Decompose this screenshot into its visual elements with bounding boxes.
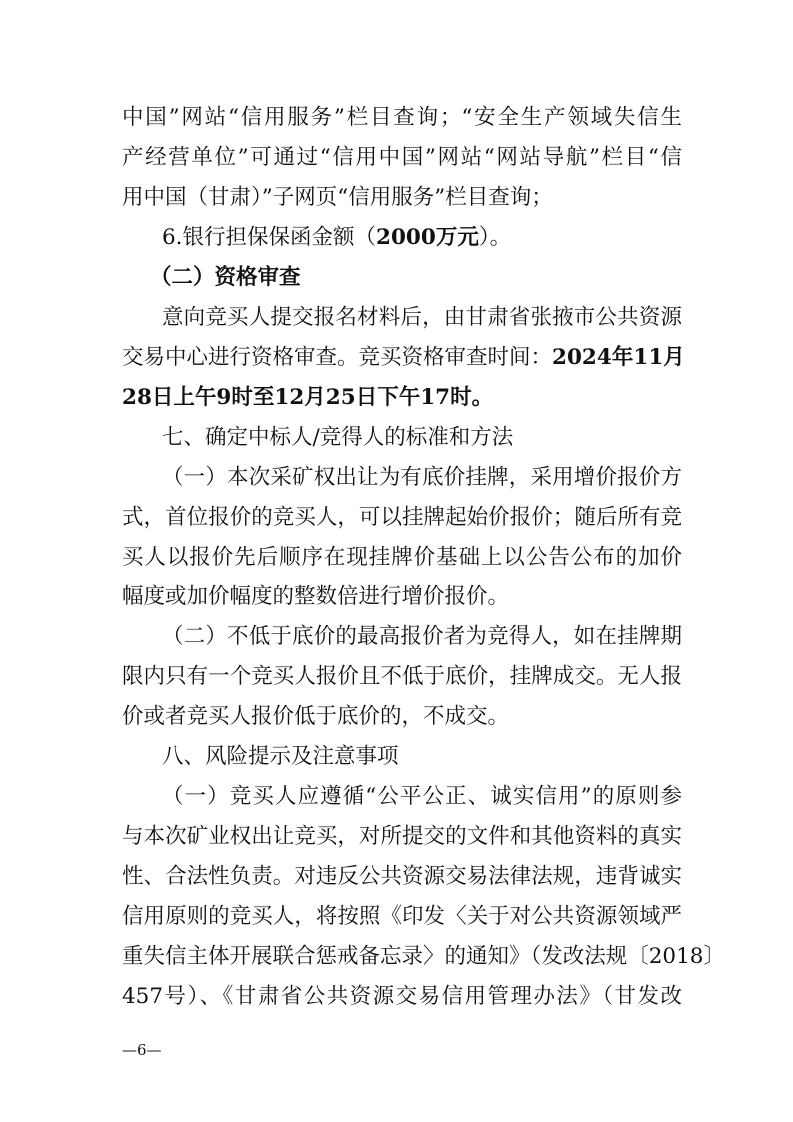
section-heading: 八、风险提示及注意事项 bbox=[162, 744, 399, 769]
paragraph-line: 式，首位报价的竞买人，可以挂牌起始价报价；随后所有竞 bbox=[122, 505, 682, 530]
paragraph-line: 信用原则的竞买人，将按照《印发〈关于对公共资源领域严 bbox=[122, 904, 682, 929]
paragraph-line: 重失信主体开展联合惩戒备忘录〉的通知》（发改法规〔2018〕 bbox=[122, 944, 725, 969]
guarantee-amount-line bbox=[162, 223, 682, 253]
page-number: —6— bbox=[122, 1041, 162, 1059]
paragraph-line: 意向竞买人提交报名材料后，由甘肃省张掖市公共资源 bbox=[162, 305, 682, 330]
bold-date: 2024年11月 bbox=[552, 345, 685, 370]
paragraph-line: 与本次矿业权出让竞买，对所提交的文件和其他资料的真实 bbox=[122, 824, 682, 849]
bold-amount: 2000万元 bbox=[376, 225, 479, 250]
section-heading: （二）资格审查 bbox=[150, 265, 301, 290]
paragraph-line: 限内只有一个竞买人报价且不低于底价，挂牌成交。无人报 bbox=[122, 664, 682, 689]
section-heading: 七、确定中标人/竞得人的标准和方法 bbox=[162, 425, 514, 450]
text-span: 6.银行担保保函金额（ bbox=[162, 225, 377, 250]
paragraph-line: 价或者竞买人报价低于底价的，不成交。 bbox=[122, 704, 510, 729]
text-span: 交易中心进行资格审查。竞买资格审查时间： bbox=[122, 345, 553, 370]
paragraph-line: 性、合法性负责。对违反公共资源交易法律法规，违背诚实 bbox=[122, 864, 682, 889]
paragraph-line: 457号）、《甘肃省公共资源交易信用管理办法》（甘发改 bbox=[122, 984, 682, 1009]
paragraph-line: （二）不低于底价的最高报价者为竞得人，如在挂牌期 bbox=[162, 624, 682, 649]
paragraph-line: 买人以报价先后顺序在现挂牌价基础上以公告公布的加价 bbox=[122, 545, 682, 570]
paragraph-line: 产经营单位”可通过“信用中国”网站“网站导航”栏目“信 bbox=[122, 145, 682, 170]
paragraph-line: 中国”网站“信用服务”栏目查询；“安全生产领域失信生 bbox=[122, 105, 682, 130]
paragraph-line: （一）竞买人应遵循“公平公正、诚实信用”的原则参 bbox=[162, 784, 682, 809]
bold-date-line: 28日上午9时至12月25日下午17时。 bbox=[122, 385, 494, 410]
paragraph-line: 用中国（甘肃）”子网页“信用服务”栏目查询； bbox=[122, 185, 553, 210]
paragraph-line: 幅度或加价幅度的整数倍进行增价报价。 bbox=[122, 584, 510, 609]
paragraph-line: （一）本次采矿权出让为有底价挂牌，采用增价报价方 bbox=[162, 465, 682, 490]
review-time-line bbox=[122, 343, 685, 373]
text-span: ）。 bbox=[478, 225, 512, 250]
